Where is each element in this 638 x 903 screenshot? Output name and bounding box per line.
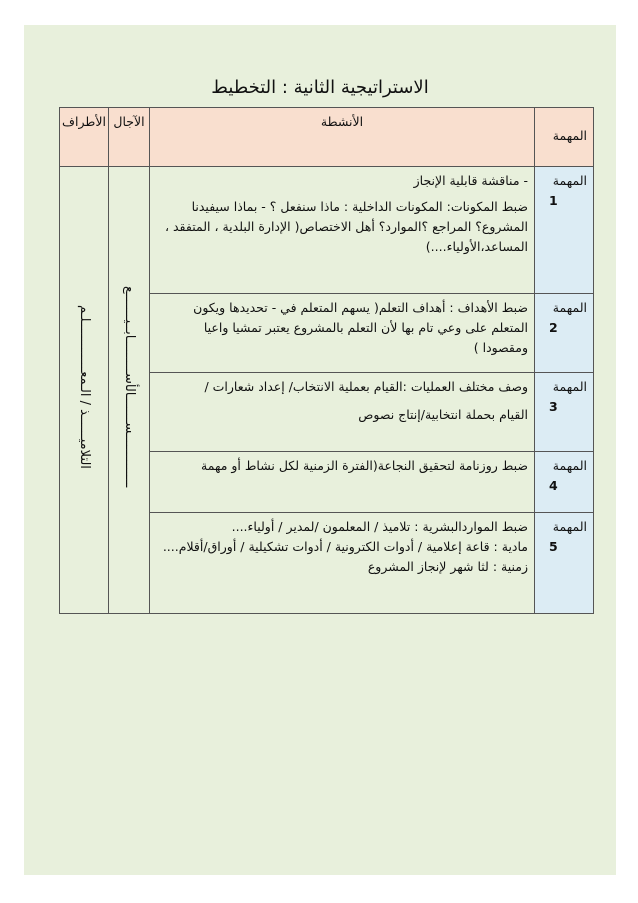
parties-cell bbox=[60, 167, 109, 614]
header-deadline: الآجال bbox=[109, 108, 150, 167]
task-cell: المهمة 5 bbox=[535, 513, 594, 614]
page-title: الاستراتيجية الثانية : التخطيط bbox=[211, 77, 429, 98]
activity-line: ضبط روزنامة لتحقيق النجاعة(الفترة الزمنية لكل نشاط أو مهمة bbox=[201, 458, 528, 473]
deadline-cell bbox=[109, 167, 150, 614]
parties-text: التلاميــــــذ / الـمعـــــــــــــلـم bbox=[77, 305, 92, 469]
activity-line: ضبط الأهداف : أهداف التعلم( يسهم المتعلم في - تحديدها ويكون المتعلم على وعي تام بها لأن التعلم بالمشروع يعتبر تمشيا واعيا ومقصودا ) bbox=[193, 300, 528, 355]
task-cell: المهمة 1 bbox=[535, 167, 594, 294]
task-cell: المهمة 4 bbox=[535, 452, 594, 513]
activities-cell bbox=[150, 373, 535, 452]
activity-line: مادية : قاعة إعلامية / أدوات الكترونية / أدوات تشكيلية / أوراق/أقلام.... bbox=[162, 539, 528, 554]
activity-line: ضبط المواردالبشرية : تلاميذ / المعلمون /لمدير / أولياء.... bbox=[231, 519, 528, 534]
activities-cell bbox=[150, 167, 535, 294]
deadline-text: ــــــــــــــســـــــالأســـــــــابــيـــــــع bbox=[122, 286, 137, 488]
header-task: المهمة bbox=[535, 108, 594, 167]
activity-line: - مناقشة قابلية الإنجاز bbox=[413, 173, 528, 188]
activities-cell bbox=[150, 452, 535, 513]
planning-table bbox=[59, 107, 594, 614]
table-header-row bbox=[60, 108, 594, 167]
activities-cell bbox=[150, 513, 535, 614]
task-cell: المهمة 3 bbox=[535, 373, 594, 452]
header-activities: الأنشطة bbox=[150, 108, 535, 167]
document-page bbox=[24, 25, 616, 875]
task-cell: المهمة 2 bbox=[535, 294, 594, 373]
activity-line: زمنية : لثا شهر لإنجاز المشروع bbox=[367, 559, 528, 574]
header-parties: الأطراف bbox=[60, 108, 109, 167]
activity-line: القيام بحملة انتخابية/إنتاج نصوص bbox=[358, 407, 528, 422]
activities-cell bbox=[150, 294, 535, 373]
activity-line: ضبط المكونات: المكونات الداخلية : ماذا سنفعل ؟ - بماذا سيفيدنا المشروع؟ المراجع ؟الموارد؟ أهل الاختصاص( الإدارة البلدية ، المتفقد ، المساعد،الأولياء....) bbox=[164, 199, 528, 254]
table-row bbox=[60, 167, 594, 294]
activity-line: وصف مختلف العمليات :القيام بعملية الانتخاب/ إعداد شعارات / bbox=[204, 379, 528, 394]
